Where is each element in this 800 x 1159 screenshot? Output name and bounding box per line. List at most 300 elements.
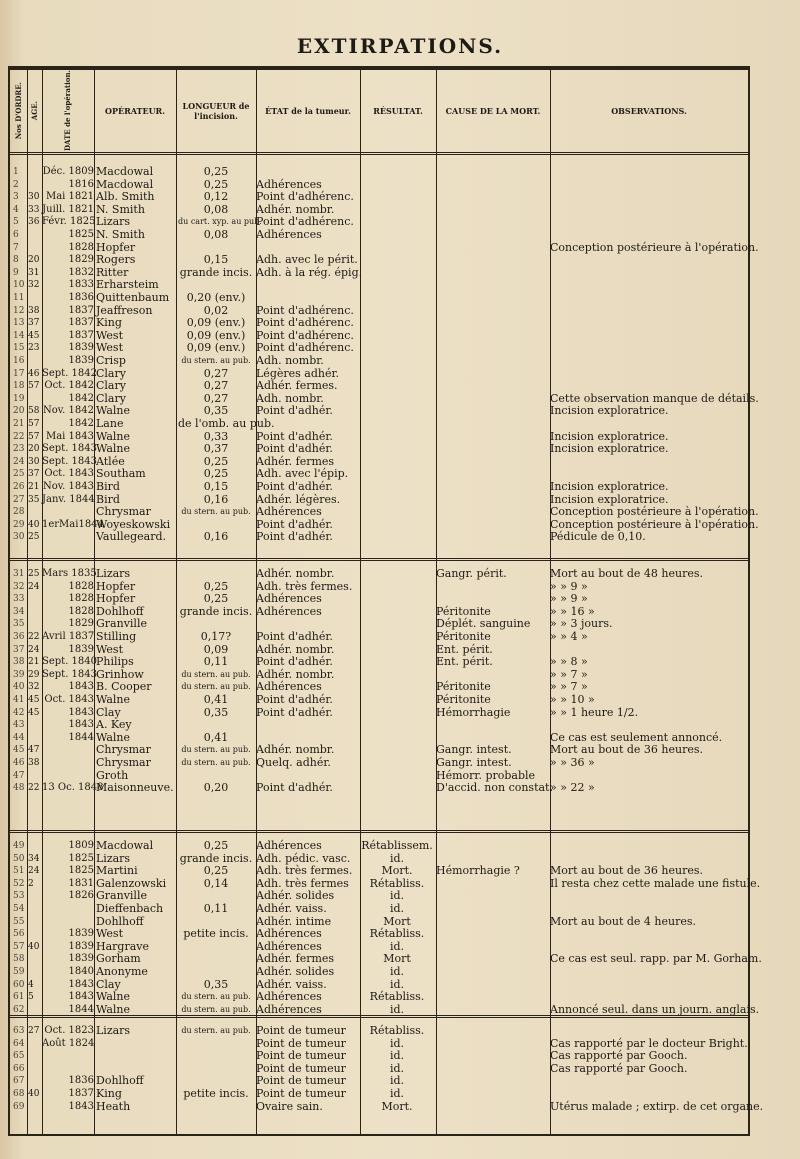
row-number: 21 <box>13 419 25 429</box>
row-observation: Cette observation manque de détails. <box>550 391 759 405</box>
row-number: 3 <box>13 192 19 203</box>
row-state: Légères adhér. <box>256 366 340 380</box>
row-age: 30 <box>28 192 40 203</box>
row-state: Adhér. solides <box>256 965 335 978</box>
header-cause: CAUSE DE LA MORT. <box>445 106 541 116</box>
row-operator: Atlée <box>96 454 125 468</box>
table-row <box>10 593 748 606</box>
row-number: 66 <box>13 1063 25 1074</box>
row-length: 0,25 <box>203 839 229 852</box>
row-operator: Macdowal <box>96 177 154 191</box>
row-operator: Clary <box>96 391 126 405</box>
row-age: 21 <box>28 482 40 492</box>
row-number: 50 <box>13 853 25 864</box>
row-age: 57 <box>28 419 40 429</box>
row-state: Point d'adhér. <box>256 781 333 795</box>
row-length: 0,14 <box>203 876 229 890</box>
row-cause: Ent. périt. <box>436 655 493 669</box>
row-observation: Cas rapporté par Gooch. <box>550 1049 688 1063</box>
row-date: 1836 <box>68 292 94 303</box>
row-result: id. <box>389 902 405 915</box>
row-observation: Pédicule de 0,10. <box>550 530 646 544</box>
row-date: Sept. 1842 <box>42 367 97 379</box>
row-date: Janv. 1844 <box>42 493 95 505</box>
row-date: 1843 <box>68 706 94 718</box>
row-state: Adhér. légères. <box>256 492 341 506</box>
row-state: Adhérences <box>256 839 322 852</box>
row-number: 55 <box>13 916 25 927</box>
row-cause: Hémorrhagie ? <box>436 864 520 878</box>
row-date: Oct. 1842 <box>44 380 94 392</box>
row-state: Adhér. nombr. <box>256 667 335 681</box>
row-length: du stern. au pub. <box>181 682 251 692</box>
row-number: 36 <box>13 632 25 642</box>
row-number: 56 <box>13 929 25 940</box>
row-date: 1843 <box>68 719 94 731</box>
row-observation: » » 9 » <box>550 579 588 593</box>
row-number: 6 <box>13 230 19 240</box>
table-row <box>10 865 748 878</box>
row-length: 0,20 (env.) <box>186 291 246 304</box>
row-state: Point de tumeur <box>256 1036 346 1050</box>
row-date: Sept. 1843 <box>42 455 97 467</box>
row-operator: Lizars <box>96 1024 131 1037</box>
row-date: 1erMai1844 <box>42 518 104 530</box>
row-operator: Macdowal <box>96 165 154 178</box>
row-length: du stern. au pub. <box>181 992 251 1002</box>
row-number: 40 <box>13 682 25 693</box>
row-result: Rétablissem. <box>361 839 433 852</box>
row-age: 29 <box>28 669 40 680</box>
row-operator: Walne <box>96 442 131 456</box>
table-row <box>10 191 748 204</box>
row-operator: Dohlhoff <box>96 1074 144 1088</box>
row-observation: Conception postérieure à l'opération. <box>550 505 759 519</box>
row-state: Quelq. adhér. <box>256 756 331 769</box>
row-state: Adh. avec le périt. <box>256 253 358 267</box>
row-length: grande incis. <box>179 851 253 865</box>
row-date: 1825 <box>68 852 94 864</box>
row-date: Oct. 1843 <box>44 468 94 480</box>
row-number: 17 <box>13 368 25 379</box>
row-observation: » » 22 » <box>550 781 595 795</box>
row-length: grande incis. <box>179 604 253 618</box>
row-length: 0,35 <box>203 404 229 418</box>
row-number: 69 <box>13 1101 25 1112</box>
row-operator: Lizars <box>96 851 131 865</box>
row-operator: Southam <box>96 467 146 481</box>
row-length: 0,37 <box>203 442 229 456</box>
row-operator: Clay <box>96 705 121 719</box>
row-number: 30 <box>13 532 25 543</box>
row-length: du cart. xyp. au pub. <box>178 217 262 227</box>
row-number: 9 <box>13 267 19 278</box>
row-state: Adhérences <box>256 939 322 953</box>
row-number: 49 <box>13 841 25 851</box>
row-number: 46 <box>13 758 25 768</box>
row-cause: Gangr. intest. <box>436 756 512 769</box>
row-operator: Hopfer <box>96 579 136 593</box>
row-date: 1837 <box>68 317 94 329</box>
row-operator: Ritter <box>96 265 129 279</box>
row-date: Nov. 1842 <box>42 405 94 417</box>
row-operator: Lizars <box>96 215 131 229</box>
table-row <box>10 568 748 581</box>
row-result: Mort <box>383 952 411 966</box>
row-length: 0,16 <box>203 530 229 544</box>
row-date: 1839 <box>68 355 94 366</box>
row-length: 0,27 <box>203 379 229 393</box>
row-date: 1828 <box>68 605 94 617</box>
row-observation: Ce cas est seulement annoncé. <box>550 730 723 744</box>
table-row <box>10 1099 764 1114</box>
row-number: 22 <box>13 431 25 442</box>
row-state: Point de tumeur <box>256 1024 346 1037</box>
row-result: Rétabliss. <box>369 990 425 1004</box>
row-number: 54 <box>13 904 25 914</box>
row-operator: King <box>96 1087 122 1100</box>
row-operator: West <box>96 642 123 656</box>
header-result: RÉSULTAT. <box>373 106 423 116</box>
row-date: Mai 1821 <box>45 191 94 203</box>
row-length: du stern. au pub. <box>181 507 251 517</box>
row-age: 25 <box>28 569 40 579</box>
row-operator: Macdowal <box>96 839 154 852</box>
row-date: 1839 <box>68 643 94 655</box>
row-length: 0,41 <box>203 730 229 744</box>
row-state: Point d'adhér. <box>256 693 333 706</box>
row-cause: Gangr. intest. <box>436 743 512 757</box>
row-age: 22 <box>28 632 40 642</box>
row-state: Point d'adhérenc. <box>256 328 354 342</box>
row-date: 1839 <box>68 342 94 354</box>
row-number: 4 <box>13 204 19 215</box>
table-row <box>10 418 748 431</box>
row-state: Point d'adhér. <box>256 705 333 719</box>
row-age: 47 <box>28 745 40 756</box>
table-row <box>10 966 748 979</box>
row-number: 25 <box>13 469 25 480</box>
row-result: id. <box>389 965 405 978</box>
row-state: Adhérences <box>256 228 322 241</box>
row-operator: Crisp <box>96 354 126 367</box>
row-operator: Grinhow <box>96 667 144 681</box>
row-observation: » » 8 » <box>550 655 588 669</box>
row-state: Adh. à la rég. épig. <box>256 265 363 279</box>
row-length: du stern. au pub. <box>181 745 251 755</box>
section-divider <box>10 1015 748 1018</box>
row-state: Adhérences <box>256 604 322 618</box>
row-number: 32 <box>13 581 25 592</box>
row-age: 40 <box>28 1089 40 1099</box>
row-date: 1825 <box>68 865 94 877</box>
row-age: 24 <box>28 644 40 655</box>
row-state: Point d'adhérenc. <box>256 303 354 317</box>
row-number: 42 <box>13 707 25 718</box>
table-row <box>10 443 748 456</box>
row-operator: Lizars <box>96 567 131 580</box>
row-number: 12 <box>13 305 25 316</box>
row-date: 1829 <box>68 254 94 266</box>
row-age: 31 <box>28 267 40 278</box>
row-state: Adhérences <box>256 505 322 519</box>
row-state: Adhérences <box>256 680 322 694</box>
section-divider <box>10 558 748 561</box>
row-result: id. <box>389 1002 405 1016</box>
row-operator: Gorham <box>96 952 141 966</box>
row-state: Point d'adhérenc. <box>256 215 354 229</box>
row-number: 2 <box>13 179 19 190</box>
row-length: petite incis. <box>183 927 249 941</box>
row-state: Adhér. fermes <box>256 454 335 468</box>
row-operator: Lane <box>96 417 124 430</box>
row-operator: Jeaffreson <box>96 303 153 317</box>
row-date: 1839 <box>68 928 94 940</box>
row-state: Ovaire sain. <box>256 1099 323 1113</box>
row-number: 35 <box>13 619 25 630</box>
row-date: Févr. 1825 <box>42 216 96 228</box>
row-number: 20 <box>13 406 25 417</box>
row-observation: » » 1 heure 1/2. <box>550 705 639 719</box>
row-length: 0,11 <box>203 655 229 669</box>
row-state: Adh. pédic. vasc. <box>256 851 351 865</box>
row-number: 11 <box>13 293 25 303</box>
row-number: 67 <box>13 1076 25 1087</box>
row-age: 40 <box>28 941 40 952</box>
row-observation: Annoncé seul. dans un journ. anglais. <box>550 1002 760 1016</box>
row-age: 46 <box>28 368 40 379</box>
row-number: 37 <box>13 644 25 655</box>
row-number: 45 <box>13 745 25 756</box>
row-age: 20 <box>28 255 40 266</box>
row-cause: Déplét. sanguine <box>436 617 531 631</box>
row-date: Oct. 1843 <box>44 694 94 705</box>
row-age: 5 <box>28 992 34 1003</box>
section-divider <box>10 830 748 833</box>
row-cause: Péritonite <box>436 693 491 706</box>
row-age: 40 <box>28 519 40 530</box>
row-number: 58 <box>13 954 25 965</box>
row-age: 4 <box>28 979 34 990</box>
row-date: 1844 <box>68 1003 94 1015</box>
row-operator: Heath <box>96 1099 131 1113</box>
row-date: 1816 <box>68 178 94 190</box>
row-operator: Chrysmar <box>96 756 151 769</box>
row-date: Oct. 1823 <box>44 1025 94 1036</box>
row-number: 57 <box>13 941 25 952</box>
row-age: 34 <box>28 853 40 864</box>
row-observation: Incision exploratrice. <box>550 492 669 506</box>
row-date: 1828 <box>68 241 94 253</box>
row-operator: Maisonneuve. <box>96 781 174 795</box>
row-length: 0,41 <box>203 693 229 706</box>
table-row <box>10 254 748 267</box>
row-state: Adh. très fermes. <box>256 579 353 593</box>
row-operator: Anonyme <box>96 965 148 978</box>
row-date: 1832 <box>68 266 94 278</box>
row-date: 1843 <box>68 991 94 1003</box>
row-operator: Clary <box>96 379 126 393</box>
row-observation: Mort au bout de 48 heures. <box>550 567 703 580</box>
row-operator: West <box>96 341 123 355</box>
row-length: 0,33 <box>203 429 229 443</box>
row-date: 1843 <box>68 1100 94 1112</box>
row-operator: Hopfer <box>96 240 136 254</box>
row-state: Point d'adhér. <box>256 517 333 531</box>
row-observation: Cas rapporté par le docteur Bright. <box>550 1036 748 1050</box>
table-row <box>10 317 748 330</box>
row-operator: Hopfer <box>96 592 136 606</box>
row-date: Mai 1843 <box>45 430 94 442</box>
row-length: 0,09 <box>203 642 229 656</box>
row-length: du stern. au pub. <box>181 758 251 767</box>
row-operator: N. Smith <box>96 228 145 241</box>
row-date: 1842 <box>68 392 94 404</box>
row-operator: Vaullegeard. <box>96 530 167 544</box>
row-date: 1843 <box>68 978 94 990</box>
row-number: 34 <box>13 606 25 617</box>
row-result: id. <box>389 1087 405 1100</box>
row-state: Adhér. vaiss. <box>256 902 327 915</box>
row-length: grande incis. <box>179 265 253 279</box>
row-observation: Conception postérieure à l'opération. <box>550 240 759 254</box>
row-state: Point de tumeur <box>256 1087 346 1100</box>
row-operator: Chrysmar <box>96 743 151 757</box>
row-date: Avril 1837 <box>42 631 95 642</box>
row-date: Déc. 1809 <box>42 166 94 177</box>
table-row <box>10 166 748 179</box>
row-observation: Incision exploratrice. <box>550 442 669 456</box>
row-number: 29 <box>13 519 25 530</box>
row-number: 62 <box>13 1004 25 1015</box>
row-number: 53 <box>13 891 25 902</box>
table-row <box>10 380 748 393</box>
row-state: Adh. nombr. <box>256 354 324 367</box>
row-operator: Martini <box>96 864 138 878</box>
row-operator: Philips <box>96 655 134 669</box>
header-age: AGE. <box>29 101 39 121</box>
row-cause: Gangr. périt. <box>436 567 507 580</box>
row-number: 7 <box>13 242 19 253</box>
table-row <box>10 229 748 242</box>
row-state: Point d'adhérenc. <box>256 190 354 204</box>
row-state: Point de tumeur <box>256 1074 346 1088</box>
row-cause: Ent. périt. <box>436 642 493 656</box>
row-date: Nov. 1843 <box>42 481 94 492</box>
row-age: 25 <box>28 532 40 543</box>
table-row <box>10 840 748 853</box>
row-operator: A. Key <box>96 718 132 732</box>
row-length: petite incis. <box>183 1087 249 1100</box>
row-date: 1844 <box>68 731 94 743</box>
table-row <box>10 355 748 368</box>
row-operator: B. Cooper <box>96 680 152 694</box>
table-row <box>10 1050 748 1063</box>
row-observation: Mort au bout de 36 heures. <box>550 743 703 757</box>
row-number: 68 <box>13 1089 25 1099</box>
row-length: 0,02 <box>203 303 229 317</box>
row-observation: Il resta chez cette malade une fistule. <box>550 876 761 890</box>
row-length: 0,15 <box>203 253 229 267</box>
row-state: Point d'adhér. <box>256 429 333 443</box>
row-operator: Walne <box>96 693 131 706</box>
row-number: 64 <box>13 1038 25 1049</box>
row-length: 0,09 (env.) <box>186 328 246 342</box>
row-age: 45 <box>28 330 40 341</box>
row-length: du stern. au pub. <box>181 1026 251 1035</box>
row-result: Rétabliss. <box>369 1024 425 1037</box>
row-length: 0,12 <box>203 190 229 204</box>
row-result: id. <box>389 851 405 865</box>
row-date: Sept. 1840 <box>42 656 97 668</box>
row-length: 0,25 <box>203 592 229 606</box>
table-row <box>10 631 748 644</box>
row-operator: Walne <box>96 1002 131 1016</box>
row-state: Point d'adhér. <box>256 530 333 544</box>
row-operator: King <box>96 316 122 330</box>
row-date: 1836 <box>68 1075 94 1087</box>
row-result: Mort. <box>381 864 413 878</box>
row-length: 0,25 <box>203 165 229 178</box>
row-state: Adhérences <box>256 990 322 1004</box>
row-state: Adhér. solides <box>256 889 335 903</box>
row-age: 45 <box>28 707 40 718</box>
row-date: 1825 <box>68 229 94 240</box>
table-row <box>10 991 748 1004</box>
row-operator: Stilling <box>96 630 137 643</box>
row-number: 15 <box>13 343 25 354</box>
row-age: 24 <box>28 866 40 877</box>
table-header <box>10 70 748 155</box>
row-age: 32 <box>28 682 40 693</box>
row-date: 1839 <box>68 953 94 965</box>
row-date: 1837 <box>68 329 94 341</box>
row-number: 52 <box>13 878 25 889</box>
row-operator: Groth <box>96 768 129 782</box>
row-length: 0,17? <box>200 630 232 643</box>
row-length: 0,25 <box>203 454 229 468</box>
table-row <box>10 1025 748 1038</box>
row-length: du stern. au pub. <box>181 356 251 365</box>
row-operator: Granville <box>96 889 147 903</box>
row-age: 37 <box>28 469 40 480</box>
row-result: id. <box>389 1049 405 1063</box>
row-number: 43 <box>13 720 25 731</box>
row-number: 38 <box>13 657 25 668</box>
row-observation: » » 4 » <box>550 630 588 643</box>
row-number: 31 <box>13 569 25 579</box>
page-title: EXTIRPATIONS. <box>296 34 504 58</box>
row-operator: Dohlhoff <box>96 604 144 618</box>
row-observation: » » 7 » <box>550 667 588 681</box>
row-age: 30 <box>28 456 40 467</box>
row-cause: Hémorr. probable <box>436 768 536 782</box>
row-state: Point de tumeur <box>256 1061 346 1075</box>
table-row <box>10 928 748 941</box>
row-observation: » » 3 jours. <box>550 617 613 631</box>
row-observation: » » 7 » <box>550 680 588 694</box>
row-age: 35 <box>28 494 40 505</box>
header-date: DATE de l'opération. <box>63 70 72 152</box>
table-row <box>10 757 748 770</box>
row-number: 47 <box>13 770 25 781</box>
row-length: du stern. au pub. <box>181 1004 251 1014</box>
row-date: 1837 <box>68 304 94 316</box>
row-observation: Conception postérieure à l'opération. <box>550 517 759 531</box>
row-operator: Chrysmar <box>96 505 151 519</box>
row-state: Adhér. fermes <box>256 952 335 966</box>
row-date: 1842 <box>68 418 94 429</box>
